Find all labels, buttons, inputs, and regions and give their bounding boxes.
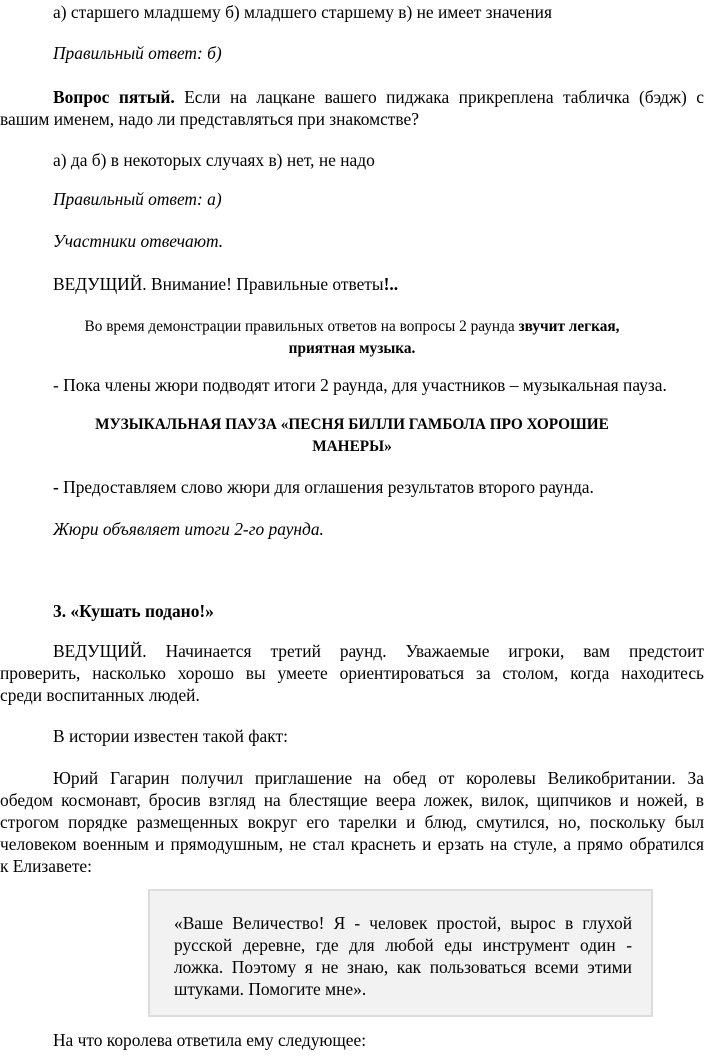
queen-reply-line: На что королева ответила ему следующее:: [53, 1030, 367, 1050]
quote-line3: ложка. Поэтому я не знаю, как пользоваться всеми этими: [174, 957, 632, 977]
question5-line2: вашим именем, надо ли представляться при знакомстве?: [0, 109, 419, 129]
stage-direction-line2: приятная музыка.: [288, 340, 416, 357]
round3-intro-line3: среди воспитанных людей.: [0, 685, 200, 705]
host-attention-ellipsis: !..: [383, 274, 399, 294]
question5-text: Если на лацкане вашего пиджака прикреплена табличка (бэдж) с: [184, 87, 704, 107]
question4-correct-answer: Правильный ответ: б): [53, 43, 222, 63]
question5-options: а) да б) в некоторых случаях в) нет, не надо: [53, 150, 375, 170]
gagarin-quote-box: [148, 889, 653, 1017]
question5-label: Вопрос пятый.: [53, 87, 175, 107]
jury-word-dash: -: [53, 477, 59, 497]
gagarin-story-line5: к Елизавете:: [0, 856, 92, 876]
section3-title: 3. «Кушать подано!»: [53, 601, 214, 621]
gagarin-story-line4: человеком военным и прямодушным, не стал краснеть и ерзать на стуле, а прямо обратился: [0, 834, 704, 854]
quote-line4: штуками. Помогите мне».: [174, 979, 367, 999]
question4-options: а) старшего младшему б) младшего старшему в) не имеет значения: [53, 2, 552, 22]
question5-correct-answer: Правильный ответ: а): [53, 189, 222, 209]
host-attention-text: ВЕДУЩИЙ. Внимание! Правильные ответы: [53, 274, 384, 294]
gagarin-story-line1: Юрий Гагарин получил приглашение на обед от королевы Великобритании. За: [53, 768, 704, 788]
question5-line1: [0, 86, 704, 108]
gagarin-story-line3: строгом порядке размещенных вокруг его тарелки и блюд, смутился, но, поскольку был: [0, 812, 704, 832]
stage-direction-bold-a: звучит легкая,: [518, 318, 620, 335]
quote-line2: русской деревне, где для любой еды инструмент один -: [174, 935, 632, 955]
jury-results-note: Жюри объявляет итоги 2-го раунда.: [53, 519, 324, 539]
jury-word-text: Предоставляем слово жюри для оглашения результатов второго раунда.: [58, 477, 594, 497]
host-attention-line: [53, 273, 398, 295]
stage-direction-line1: [0, 316, 704, 338]
history-fact-line: В истории известен такой факт:: [53, 726, 288, 746]
stage-direction-text: Во время демонстрации правильных ответов на вопросы 2 раунда: [84, 318, 519, 335]
round3-intro-line1: ВЕДУЩИЙ. Начинается третий раунд. Уважаемые игроки, вам предстоит: [53, 641, 704, 661]
music-pause-heading-line1: МУЗЫКАЛЬНАЯ ПАУЗА «ПЕСНЯ БИЛЛИ ГАМБОЛА ПРО ХОРОШИЕ: [95, 416, 609, 433]
gagarin-story-line2: обедом космонавт, бросив взгляд на блестящие веера ложек, вилок, щипчиков и ножей, в: [0, 790, 704, 810]
jury-word-line: [53, 476, 594, 498]
participants-answer-note: Участники отвечают.: [53, 231, 224, 251]
jury-summary-line: - Пока члены жюри подводят итоги 2 раунда, для участников – музыкальная пауза.: [53, 375, 667, 395]
music-pause-heading-line2: МАНЕРЫ»: [312, 438, 392, 455]
quote-line1: «Ваше Величество! Я - человек простой, вырос в глухой: [174, 913, 632, 933]
round3-intro-line2: проверить, насколько хорошо вы умеете ориентироваться за столом, когда находитесь: [0, 663, 704, 683]
